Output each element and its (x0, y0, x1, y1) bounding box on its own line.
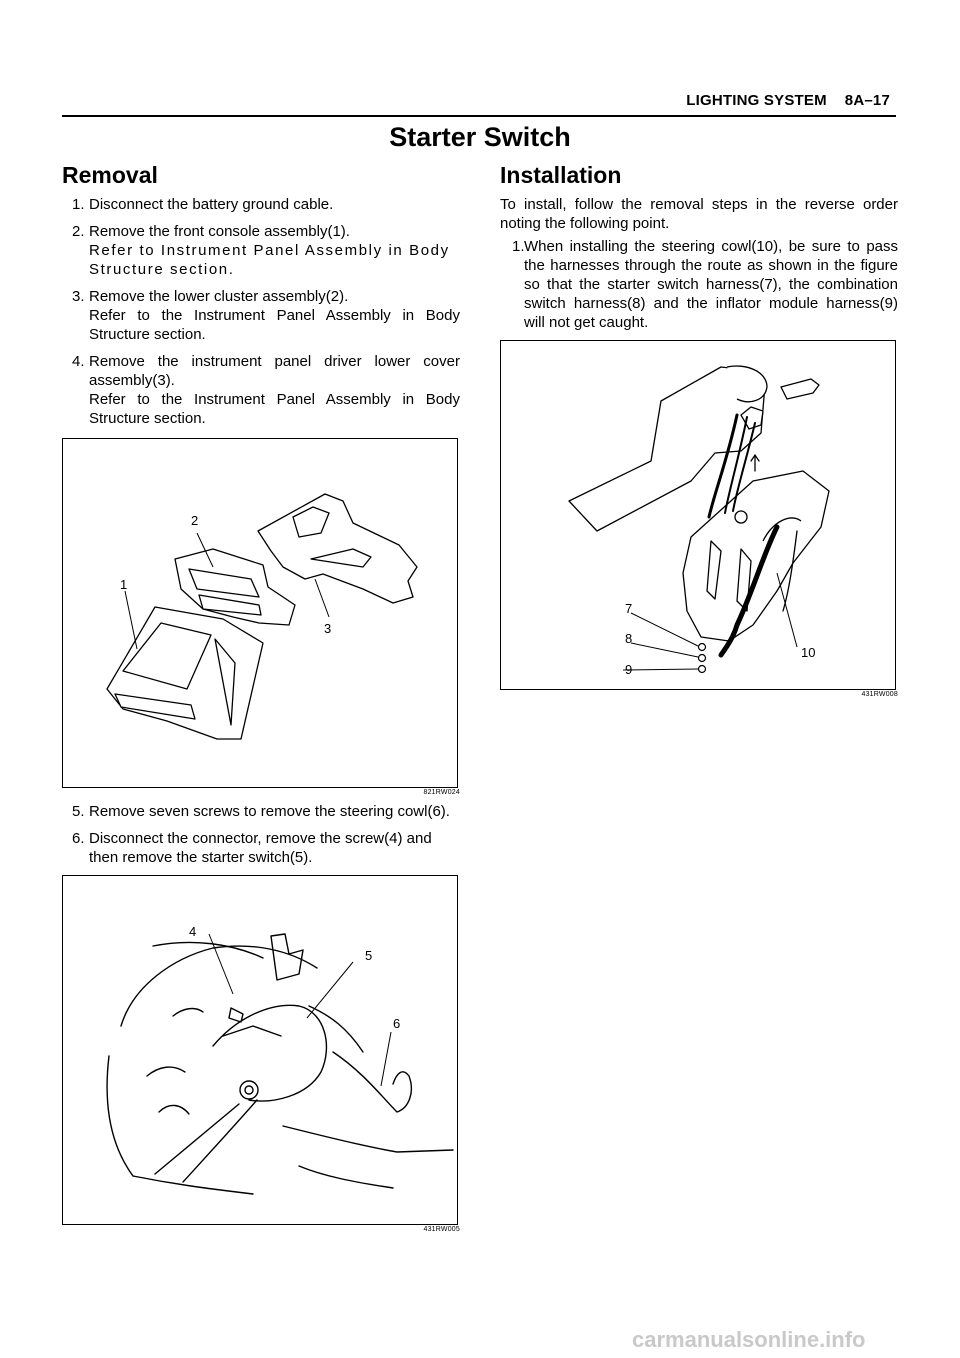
installation-intro: To install, follow the removal steps in the reverse order noting the following point. (500, 196, 898, 232)
removal-step-1 (62, 195, 460, 214)
step-reference: Refer to the Instrument Panel Assembly in Body Structure section. (89, 391, 460, 427)
callout-1: 1 (120, 577, 128, 592)
installation-column (500, 162, 898, 698)
removal-column (62, 162, 460, 1233)
callout-10: 10 (801, 645, 816, 660)
callout-4: 4 (189, 924, 197, 939)
removal-step-5 (62, 802, 460, 821)
step-text: Remove seven screws to remove the steering cowl(6). (89, 803, 450, 820)
footer-watermark: carmanualsonline.info (632, 1327, 866, 1352)
removal-step-3 (62, 287, 460, 344)
step-number: 3. (72, 288, 85, 305)
callout-3: 3 (324, 621, 332, 636)
page-header (62, 92, 896, 114)
step-reference: Refer to Instrument Panel Assembly in Body Structure section. (89, 242, 450, 278)
callout-2: 2 (191, 513, 199, 528)
figure-console (62, 438, 460, 796)
installation-heading: Installation (500, 162, 622, 188)
step-text: Remove the instrument panel driver lower cover assembly(3). (89, 353, 460, 389)
callout-6: 6 (393, 1016, 401, 1031)
step-number: 5. (72, 803, 85, 820)
header-section: LIGHTING SYSTEM (686, 92, 827, 109)
callout-9: 9 (625, 662, 633, 677)
figure-code: 431RW005 (423, 1226, 460, 1233)
header-page-number: 8A–17 (844, 92, 890, 109)
step-text: Disconnect the battery ground cable. (89, 196, 334, 213)
step-text: Remove the lower cluster assembly(2). (89, 288, 349, 305)
removal-step-4 (62, 352, 460, 428)
step-number: 1. (512, 238, 525, 255)
installation-step-1 (500, 237, 898, 332)
callout-5: 5 (365, 948, 373, 963)
step-text: Disconnect the connector, remove the screw(4) and then remove the starter switch(5). (89, 830, 432, 866)
step-number: 2. (72, 223, 85, 240)
figure-starter-switch (62, 875, 460, 1233)
step-text: Remove the front console assembly(1). (89, 223, 350, 240)
header-text (668, 92, 890, 109)
console-illustration (63, 439, 457, 787)
header-rule (62, 115, 896, 117)
figure-harness-route (500, 340, 898, 698)
step-number: 4. (72, 353, 85, 370)
step-number: 1. (72, 196, 85, 213)
removal-step-6 (62, 829, 460, 867)
figure-code: 821RW024 (423, 789, 460, 796)
harness-route-illustration (501, 341, 895, 689)
callout-7: 7 (625, 601, 633, 616)
step-text: When installing the steering cowl(10), be sure to pass the harnesses through the route as shown in the figure so that the starter switch harness(7), the combination switch harness(8) and the inflator module harness(9) will not get caught. (524, 238, 898, 331)
page-title: Starter Switch (389, 122, 571, 152)
callout-8: 8 (625, 631, 633, 646)
removal-step-2 (62, 222, 460, 279)
step-reference: Refer to the Instrument Panel Assembly in Body Structure section. (89, 307, 460, 343)
starter-switch-illustration (63, 876, 457, 1224)
removal-heading: Removal (62, 162, 158, 188)
step-number: 6. (72, 830, 85, 847)
figure-code: 431RW008 (861, 691, 898, 698)
